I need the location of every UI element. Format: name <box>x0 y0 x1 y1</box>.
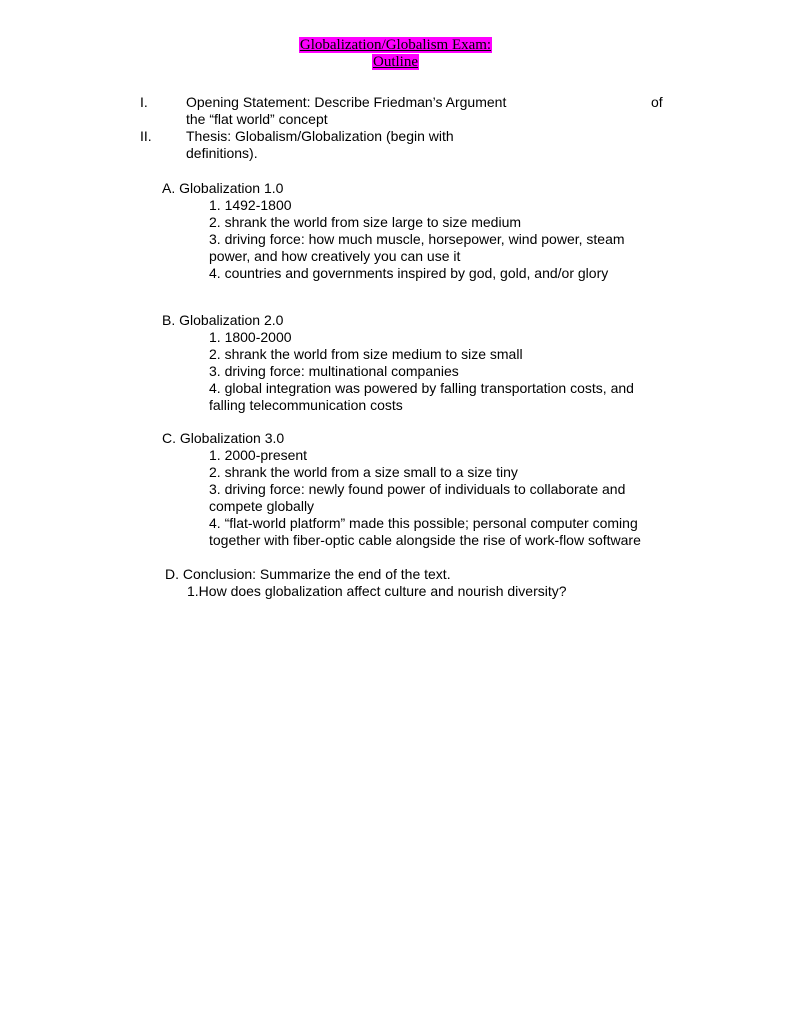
section-b-point-4b: falling telecommunication costs <box>209 397 403 413</box>
section-c-point-3b: compete globally <box>209 498 315 514</box>
section-b-point-4a: 4. global integration was powered by falling transportation costs, and <box>209 380 634 396</box>
section-c-heading: C. Globalization 3.0 <box>162 430 285 446</box>
section-a-point-3b: power, and how creatively you can use it <box>209 248 461 264</box>
section-d-heading: D. Conclusion: Summarize the end of the text. <box>165 566 451 582</box>
section-b-point-3: 3. driving force: multinational companies <box>209 363 459 379</box>
section-a-heading: A. Globalization 1.0 <box>162 180 284 196</box>
item-ii-line-1: Thesis: Globalism/Globalization (begin with <box>186 128 454 144</box>
section-b-point-2: 2. shrank the world from size medium to size small <box>209 346 523 362</box>
section-c-point-4a: 4. “flat-world platform” made this possible; personal computer coming <box>209 515 638 531</box>
item-i-numeral: I. <box>140 94 148 110</box>
item-ii-numeral: II. <box>140 128 152 144</box>
section-c-point-1: 1. 2000-present <box>209 447 308 463</box>
section-a-point-1: 1. 1492-1800 <box>209 197 292 213</box>
title-line-1: Globalization/Globalism Exam: <box>299 37 492 53</box>
item-i-line-1: Opening Statement: Describe Friedman’s Argument <box>186 94 507 110</box>
section-c-point-4b: together with fiber-optic cable alongside the rise of work-flow software <box>209 532 641 548</box>
section-a-point-2: 2. shrank the world from size large to size medium <box>209 214 522 230</box>
section-a-point-3a: 3. driving force: how much muscle, horsepower, wind power, steam <box>209 231 625 247</box>
item-i-line-2: the “flat world” concept <box>186 111 328 127</box>
section-d-point-1: 1.How does globalization affect culture and nourish diversity? <box>187 583 567 599</box>
section-b-point-1: 1. 1800-2000 <box>209 329 292 345</box>
title-line-2: Outline <box>373 54 418 70</box>
item-ii-line-2: definitions). <box>186 145 258 161</box>
section-c-point-2: 2. shrank the world from a size small to a size tiny <box>209 464 518 480</box>
section-a-point-4: 4. countries and governments inspired by god, gold, and/or glory <box>209 265 609 281</box>
item-i-tail: of <box>651 94 663 110</box>
section-b-heading: B. Globalization 2.0 <box>162 312 284 328</box>
section-c-point-3a: 3. driving force: newly found power of individuals to collaborate and <box>209 481 626 497</box>
